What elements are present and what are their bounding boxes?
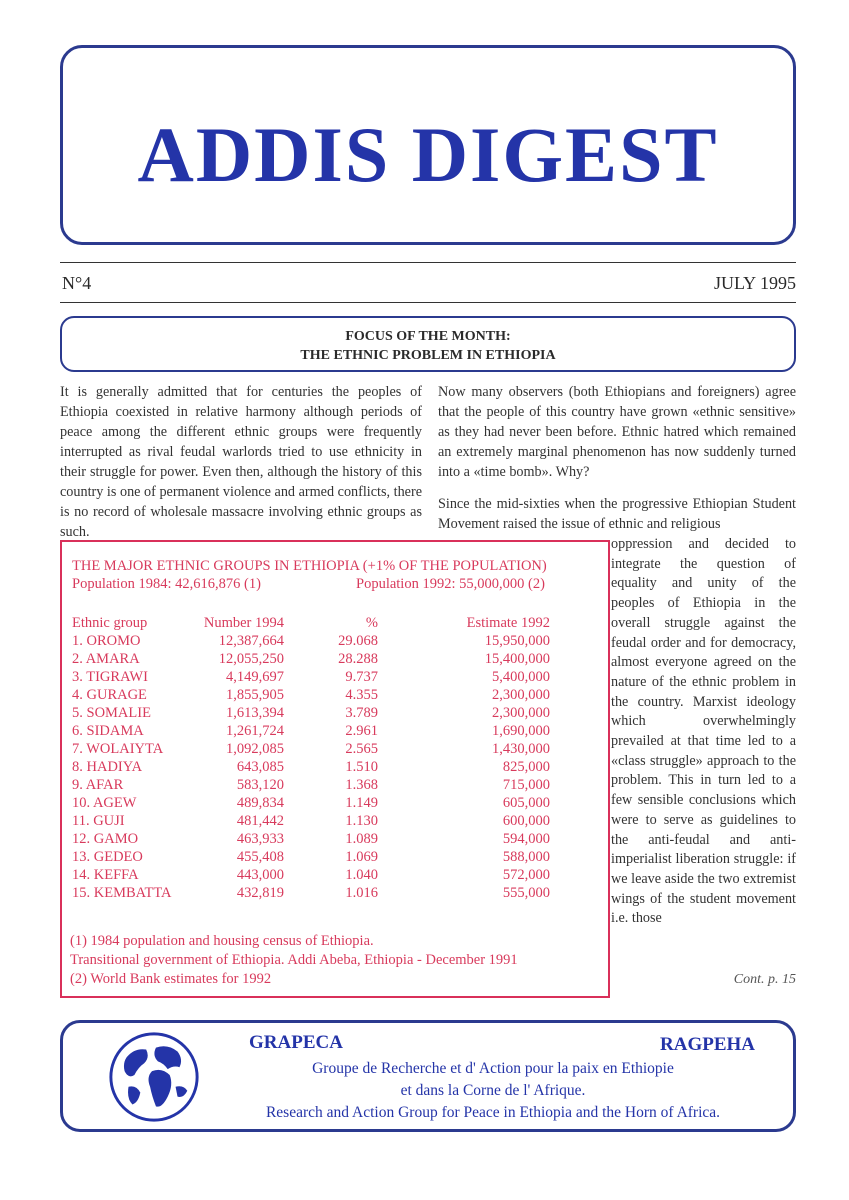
- row-estimate: 600,000: [502, 813, 550, 829]
- row-estimate: 715,000: [502, 777, 550, 793]
- table-title: THE MAJOR ETHNIC GROUPS IN ETHIOPIA (+1% OF THE POPULATION): [72, 558, 547, 574]
- row-group: 10. AGEW: [72, 795, 137, 811]
- row-estimate: 588,000: [502, 849, 550, 865]
- footer-name-french: GRAPECA: [249, 1032, 343, 1053]
- focus-banner: [60, 316, 796, 372]
- row-number: 12,387,664: [218, 633, 284, 649]
- row-number: 1,092,085: [226, 741, 284, 757]
- footer-line-2: et dans la Corne de l' Afrique.: [400, 1082, 586, 1099]
- focus-subheading: THE ETHNIC PROBLEM IN ETHIOPIA: [300, 348, 556, 363]
- footer-line-3: Research and Action Group for Peace in Ethiopia and the Horn of Africa.: [265, 1104, 721, 1121]
- row-group: 6. SIDAMA: [72, 723, 144, 739]
- table-row: [62, 831, 608, 849]
- issue-number: N°4: [62, 273, 92, 293]
- row-number: 455,408: [236, 849, 284, 865]
- row-percent: 1.040: [345, 867, 378, 883]
- article-right-paragraph-3: oppression and decided to integrate the question of equality and unity of the peoples of Ethiopia in the overall struggle against the feudal order and for democracy, almost everyone agreed on the nature of the ethnic problem in the country. Marxist ideology which overwhelmingly prevailed at that time led to a «class struggle» approach to the problem. This in turn led to a few sensible conclusions which were to serve as guidelines to the anti-feudal and anti-imperialist liberation struggle: if we leave aside the two extremist wings of the student movement i.e. those: [611, 536, 796, 927]
- ethnic-groups-table: [60, 540, 610, 998]
- row-group: 15. KEMBATTA: [72, 885, 172, 901]
- row-percent: 28.288: [338, 651, 378, 667]
- row-number: 643,085: [236, 759, 284, 775]
- row-group: 14. KEFFA: [72, 867, 139, 883]
- article-right-paragraph-1: Now many observers (both Ethiopians and foreigners) agree that the people of this country have grown «ethnic sensitive» as they had never been before. Ethnic hatred which remained an extremely marginal phenomenon has now suddenly turned into a «time bomb». Why?: [438, 384, 796, 480]
- row-estimate: 1,430,000: [492, 741, 550, 757]
- row-percent: 9.737: [345, 669, 378, 685]
- row-percent: 1.016: [345, 885, 378, 901]
- row-number: 1,855,905: [226, 687, 284, 703]
- row-group: 3. TIGRAWI: [72, 669, 148, 685]
- row-percent: 2.961: [345, 723, 378, 739]
- footer-name-english: RAGPEHA: [660, 1034, 755, 1055]
- table-row: [62, 795, 608, 813]
- row-percent: 3.789: [345, 705, 378, 721]
- row-estimate: 15,950,000: [484, 633, 550, 649]
- masthead-banner: [60, 45, 796, 245]
- row-number: 432,819: [236, 885, 284, 901]
- population-1984: Population 1984: 42,616,876 (1): [72, 576, 261, 592]
- row-estimate: 555,000: [502, 885, 550, 901]
- article-left-paragraph: It is generally admitted that for centuries the peoples of Ethiopia coexisted in relative harmony although periods of peace among the different ethnic groups were frequently interrupted as rival feudal warlords tried to use ethnicity in their struggle for power. Even then, although the history of this country is one of permanent violence and armed conflicts, there is no record of wholesale massacre involving ethnic groups as such.: [60, 384, 422, 540]
- row-percent: 29.068: [338, 633, 378, 649]
- row-percent: 1.069: [345, 849, 378, 865]
- table-row: [62, 669, 608, 687]
- row-number: 463,933: [236, 831, 284, 847]
- table-row: [62, 813, 608, 831]
- row-estimate: 825,000: [502, 759, 550, 775]
- table-header-row: [62, 615, 608, 633]
- header-number-1994: Number 1994: [203, 615, 284, 631]
- table-row: [62, 651, 608, 669]
- row-group: 8. HADIYA: [72, 759, 143, 775]
- issue-date: JULY 1995: [713, 273, 796, 293]
- row-group: 12. GAMO: [72, 831, 139, 847]
- focus-heading: FOCUS OF THE MONTH:: [345, 329, 511, 344]
- header-ethnic-group: Ethnic group: [72, 615, 148, 631]
- row-group: 4. GURAGE: [72, 687, 147, 703]
- table-note-3: (2) World Bank estimates for 1992: [70, 971, 272, 987]
- row-percent: 1.130: [345, 813, 378, 829]
- header-percent: %: [365, 615, 378, 631]
- row-group: 1. OROMO: [72, 633, 141, 649]
- row-number: 489,834: [236, 795, 284, 811]
- row-estimate: 15,400,000: [484, 651, 550, 667]
- row-group: 13. GEDEO: [72, 849, 143, 865]
- row-percent: 1.149: [345, 795, 378, 811]
- row-estimate: 2,300,000: [492, 687, 550, 703]
- row-number: 1,261,724: [226, 723, 284, 739]
- row-group: 2. AMARA: [72, 651, 140, 667]
- header-estimate-1992: Estimate 1992: [466, 615, 550, 631]
- row-number: 481,442: [236, 813, 284, 829]
- row-group: 11. GUJI: [72, 813, 125, 829]
- table-row: [62, 777, 608, 795]
- row-percent: 1.089: [345, 831, 378, 847]
- footer-line-1: Groupe de Recherche et d' Action pour la paix en Ethiopie: [312, 1060, 674, 1077]
- table-note-1: (1) 1984 population and housing census of Ethiopia.: [70, 933, 374, 949]
- row-estimate: 1,690,000: [492, 723, 550, 739]
- row-number: 443,000: [236, 867, 284, 883]
- row-percent: 1.510: [345, 759, 378, 775]
- table-row: [62, 759, 608, 777]
- row-estimate: 2,300,000: [492, 705, 550, 721]
- row-percent: 2.565: [345, 741, 378, 757]
- row-estimate: 605,000: [502, 795, 550, 811]
- continued-note: Cont. p. 15: [733, 972, 796, 987]
- table-row: [62, 885, 608, 903]
- table-row: [62, 633, 608, 651]
- row-number: 4,149,697: [226, 669, 284, 685]
- table-row: [62, 741, 608, 759]
- table-note-2: Transitional government of Ethiopia. Addi Abeba, Ethiopia - December 1991: [70, 952, 518, 968]
- row-number: 1,613,394: [226, 705, 284, 721]
- masthead-title: ADDIS DIGEST: [137, 111, 719, 198]
- table-row: [62, 723, 608, 741]
- row-number: 12,055,250: [218, 651, 284, 667]
- row-number: 583,120: [236, 777, 284, 793]
- row-group: 7. WOLAIYTA: [72, 741, 164, 757]
- article-right-paragraph-2: Since the mid-sixties when the progressive Ethiopian Student Movement raised the issue of ethnic and religious: [438, 496, 796, 532]
- table-row: [62, 687, 608, 705]
- row-estimate: 594,000: [502, 831, 550, 847]
- row-percent: 1.368: [345, 777, 378, 793]
- table-row: [62, 705, 608, 723]
- top-divider: [60, 262, 796, 263]
- row-estimate: 5,400,000: [492, 669, 550, 685]
- table-row: [62, 849, 608, 867]
- population-1992: Population 1992: 55,000,000 (2): [356, 576, 545, 592]
- footer-banner: [60, 1020, 796, 1132]
- row-group: 5. SOMALIE: [72, 705, 151, 721]
- bottom-divider: [60, 302, 796, 303]
- row-group: 9. AFAR: [72, 777, 124, 793]
- globe-icon: [105, 1028, 203, 1126]
- row-percent: 4.355: [345, 687, 378, 703]
- row-estimate: 572,000: [502, 867, 550, 883]
- table-row: [62, 867, 608, 885]
